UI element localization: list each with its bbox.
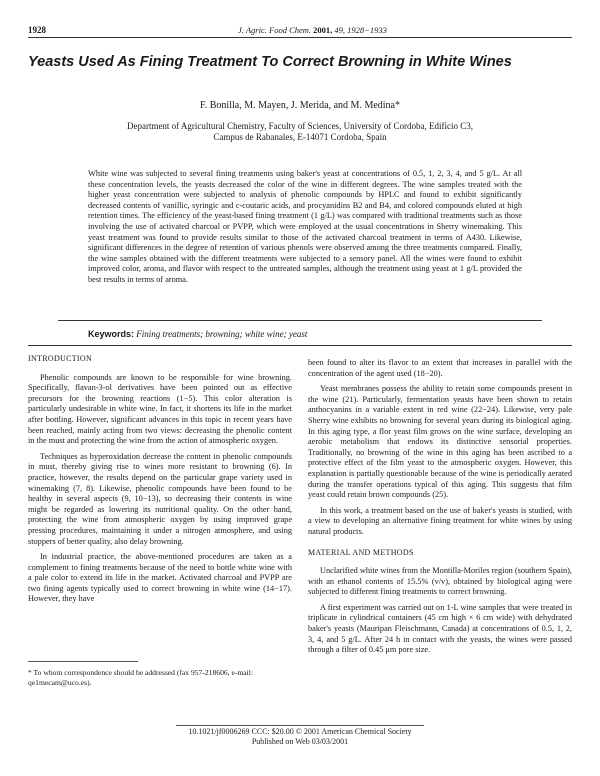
article-title: Yeasts Used As Fining Treatment To Correct Browning in White Wines bbox=[28, 54, 512, 70]
doi-line: 10.1021/jf0006269 CCC: $20.00 © 2001 American Chemical Society bbox=[188, 727, 412, 736]
keywords-value: Fining treatments; browning; white wine; yeast bbox=[136, 329, 308, 339]
page-number: 1928 bbox=[28, 25, 46, 35]
author-list: F. Bonilla, M. Mayen, J. Merida, and M. Medina* bbox=[199, 100, 400, 111]
keywords-rule-bottom bbox=[28, 345, 572, 346]
intro-paragraph: been found to alter its flavor to an extent that increases in parallel with the concentration of the agent used (18−20). bbox=[308, 358, 572, 378]
page-footer bbox=[0, 727, 600, 747]
intro-paragraph: In this work, a treatment based on the use of baker's yeasts is studied, with a view to developing an alternative fining treatment for white wines by using natural products. bbox=[308, 505, 572, 536]
header-rule bbox=[28, 37, 572, 38]
intro-paragraph: In industrial practice, the above-mentioned procedures are taken as a complement to fining treatments because of the need to bottle white wine with a pale color to extend its life in the market. Activated charcoal and PVPP are two fining agents typically used to correct browning in white wine (14−17). However, they have bbox=[28, 552, 292, 604]
right-column bbox=[308, 358, 572, 661]
affiliation-line-2: Campus de Rabanales, E-14071 Cordoba, Spain bbox=[213, 132, 387, 142]
left-column bbox=[28, 354, 292, 610]
publication-date: Published on Web 03/03/2001 bbox=[251, 737, 349, 746]
intro-paragraph: Yeast membranes possess the ability to retain some compounds present in the wine (21). Particularly, fermentation yeasts have been shown to retain anthocyanins in a variable extent in red wine (22−24). Likewise, very pale Sherry wine exhibits no browning for several years during its biological aging. In this aging type, a flor yeast film grows on the wine surface, developing an aerobic metabolism that endows its distinctive sensorial properties. Traditionally, no browning of the wine in this aging has been ascribed to a protective effect of the film yeast to the atmospheric oxygen. However, this explanation is partially questionable because of the wine is periodically aerated during the transfer operations typical of this aging. This suggests that film yeast could retain brown compounds (25). bbox=[308, 384, 572, 500]
journal-pages: 1928−1933 bbox=[347, 25, 387, 35]
methods-paragraph: Unclarified white wines from the Montilla-Moriles region (southern Spain), with an ethanol contents of 15.5% (v/v), obtained by biological aging were subjected to different fining treatments to correct browning. bbox=[308, 566, 572, 597]
journal-name: J. Agric. Food Chem. bbox=[238, 25, 312, 35]
affiliation-line-1: Department of Agricultural Chemistry, Faculty of Sciences, University of Cordoba, Edificio C3, bbox=[126, 121, 474, 131]
journal-year: 2001, bbox=[313, 25, 333, 35]
correspondence-footnote: * To whom correspondence should be addressed (fax 957-218606, e-mail: qe1mecam@uco.es). bbox=[28, 668, 253, 687]
methods-paragraph: A first experiment was carried out on 1-L wine samples that were treated in triplicate in cylindrical containers (45 cm high × 6 cm wide) with dehydrated baker's yeasts (Mauripan Fleischmann, Canada) at concentrations of 0.5, 1, 2, 3, 4, and 5 g/L. After 24 h in contact with the yeasts, the wines were passed through a filter of 0.45 μm pore size. bbox=[308, 602, 572, 655]
footer-rule bbox=[176, 725, 424, 726]
keywords-label: Keywords: bbox=[88, 329, 135, 339]
intro-paragraph: Techniques as hyperoxidation decrease the content in phenolic compounds in must, thereby giving rise to wines more resistant to browning (6). In practice, however, the results depend on the particular grape variety used in winemaking (7, 8). Likewise, phenolic compounds have been found to be healthy in several aspects (9, 10−13), so decreasing their contents in wine might be regarded as lowering its nutritional quality. On the other hand, protecting the wine from atmospheric oxygen by using improved grape pressing procedures, maintaining it under a nitrogen atmosphere, and using stoppers of better quality, also delay browning. bbox=[28, 451, 292, 546]
intro-paragraph: Phenolic compounds are known to be responsible for wine browning. Specifically, flavan-3-ol derivatives have been pointed out as effective precursors for the browning reactions (1−5). This color alteration is particularly undesirable in white wine. In fact, it shortens its life in the market after bottling. However, significant advances in this topic in recent years have been reached, mainly acting from two views: decreasing the phenolic content in the must and protecting the wine from the action of atmospheric oxygen. bbox=[28, 372, 292, 446]
introduction-heading: INTRODUCTION bbox=[28, 354, 93, 363]
affiliation bbox=[60, 121, 540, 143]
footnote-rule bbox=[28, 661, 138, 662]
journal-citation bbox=[238, 25, 387, 35]
methods-heading: MATERIAL AND METHODS bbox=[308, 547, 414, 557]
abstract: White wine was subjected to several fining treatments using baker's yeast at concentrations of 0.5, 1, 2, 3, 4, and 5 g/L. At all these concentration levels, the yeasts decreased the color of the wine in different degrees. The wine samples treated with the higher yeast concentration were subjected to analysis of phenolic compounds by HPLC and found to exhibit significantly decreased contents of vanillic, syringic and c-coutaric acids, and procyanidins B2 and B4, and colored compounds eluted at high retention times. The efficiency of the yeast-based fining treatment (1 g/L) was compared with traditional treatments such as those involving the use of activated charcoal or PVPP, which were employed at the usual concentrations in Sherry winemaking. This yeast treatment was found to provide results similar to those of the activated charcoal treatment in terms of A430. Likewise, significant differences in the degree of retention of various phenols were observed among the three treatments compared. Finally, the wine samples obtained with the different treatments were subjected to a sensory panel. All the wines were found to exhibit improved color, aroma, and flavor with respect to the untreated samples, although the treatment using yeast at 1 g/L provided the best results in terms of aroma. bbox=[88, 169, 522, 284]
keywords-rule-top bbox=[58, 320, 542, 321]
journal-volume: 49, bbox=[334, 25, 346, 35]
keywords bbox=[88, 329, 307, 339]
